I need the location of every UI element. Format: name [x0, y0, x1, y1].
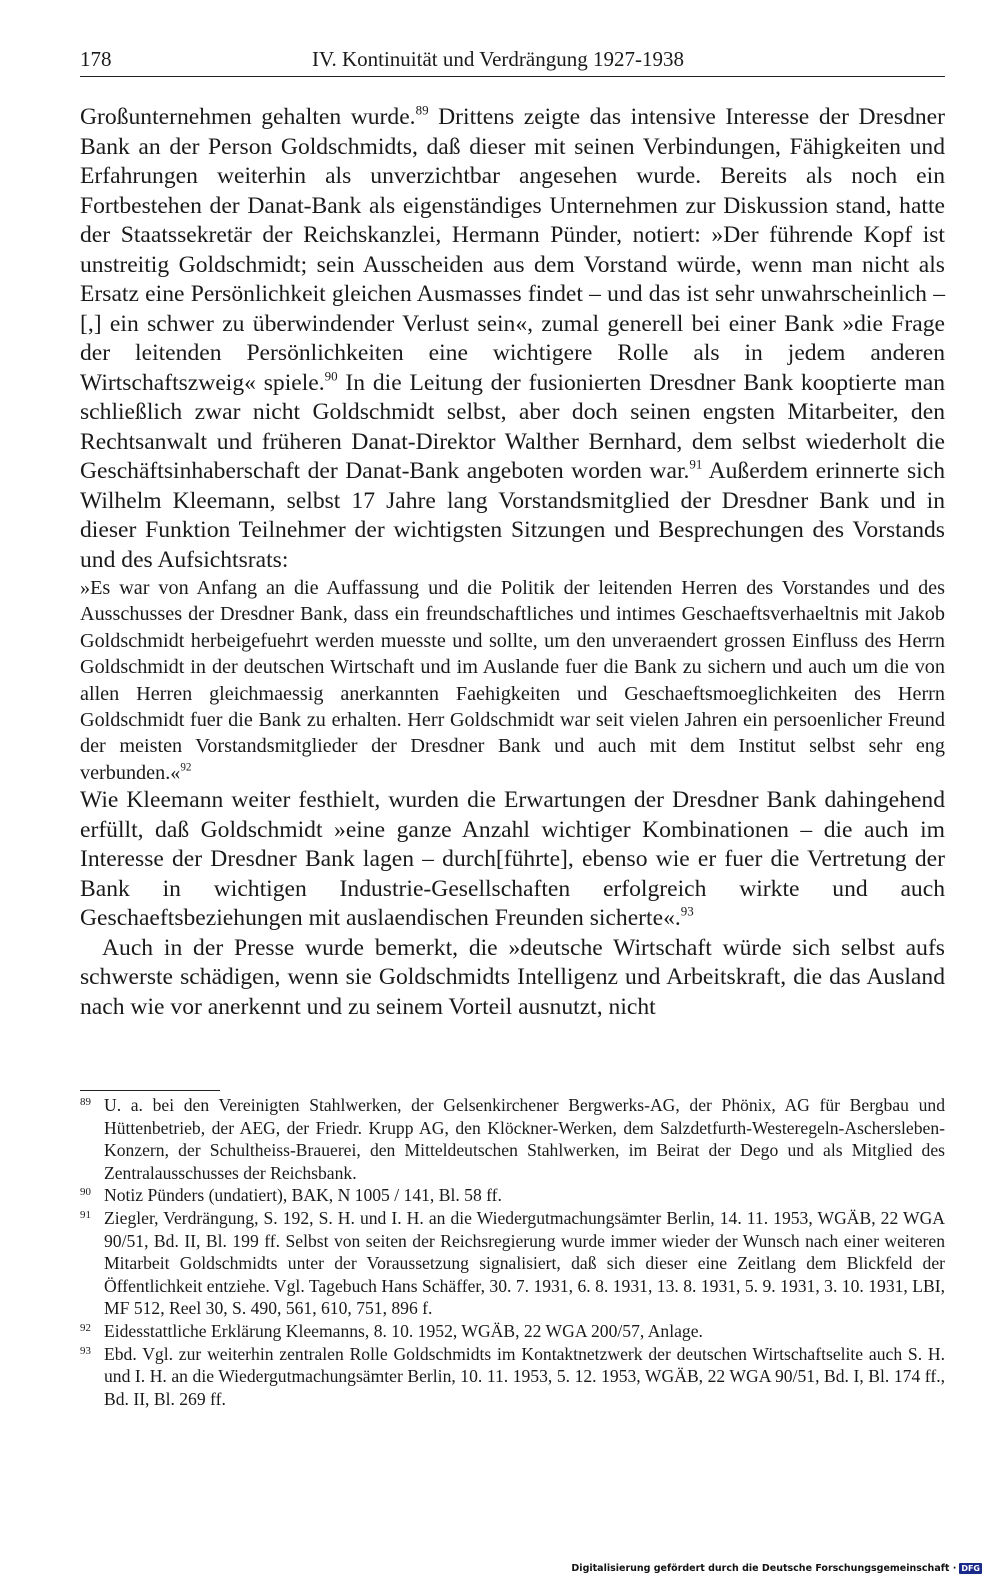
footnote-ref[interactable]: 90: [324, 367, 338, 383]
footnote-number: 90: [80, 1186, 91, 1199]
footnote: [80, 1184, 945, 1207]
footnotes: [80, 1094, 945, 1410]
footnote-ref[interactable]: 92: [180, 761, 192, 774]
block-quote: »Es war von Anfang an die Auffassung und die Politik der leitenden Herren des Vorstandes und des Ausschusses der Dresdner Bank, dass ein freundschaftliches und intimes Geschaeftsverhaeltnis mit Jakob Goldschmidt herbeigefuehrt werden muesste und sollte, um den unveraendert grossen Einfluss des Herrn Goldschmidt in der deutschen Wirtschaft und im Auslande fuer die Bank zu sichern und auch um die von allen Herren gleichmaessig anerkannten Faehigkeiten und Geschaeftsmoeglichkeiten des Herrn Goldschmidt fuer die Bank zu erhalten. Herr Goldschmidt war seit vielen Jahren ein persoenlicher Freund der meisten Vorstandsmitglieder der Dresdner Bank und auch mit dem Institut selbst sehr eng verbunden.«$^{92}$: [80, 577, 945, 784]
page-number: 178: [80, 47, 112, 71]
footnote-ref[interactable]: 89: [415, 102, 429, 118]
footnote-text: Ziegler, Verdrängung, S. 192, S. H. und I. H. an die Wiedergutmachungsämter Berlin, 14. 11. 1953, WGÄB, 22 WGA 90/51, Bd. II, Bl. 199 ff. Selbst von seiten der Reichsregierung wurde immer wieder der Wunsch nach einer weiteren Mitarbeit Goldschmidts unter der Voraussetzung signalisiert, daß sich dieser eine Zeitlang dem Blickfeld der Öffentlichkeit entziehe. Vgl. Tagebuch Hans Schäffer, 30. 7. 1931, 6. 8. 1931, 13. 8. 1931, 5. 9. 1931, 3. 10. 1931, LBI, MF 512, Reel 30, S. 490, 561, 610, 751, 896 f.: [104, 1207, 945, 1319]
main-text: [80, 103, 945, 1022]
footnote-ref[interactable]: 91: [689, 456, 703, 472]
credit-text: Digitalisierung gefördert durch die Deutsche Forschungsgemeinschaft ·: [571, 1563, 957, 1574]
paragraph: Großunternehmen gehalten wurde.$^{89}$ Drittens zeigte das intensive Interesse der Dresdner Bank an der Person Goldschmidts, daß dieser mit seinen Verbindungen, Fähigkeiten und Erfahrungen weiterhin als unverzichtbar angesehen wurde. Bereits als noch ein Fortbestehen der Danat-Bank als eigenständiges Unternehmen zur Diskussion stand, hatte der Staatssekretär der Reichskanzlei, Hermann Pünder, notiert: »Der führende Kopf ist unstreitig Goldschmidt; sein Ausscheiden aus dem Vorstand würde, wenn man nicht als Ersatz eine Persönlichkeit gleichen Ausmasses findet – und das ist sehr unwahrscheinlich –[,] ein schwer zu überwindender Verlust sein«, zumal generell bei einer Bank »die Frage der leitenden Persönlichkeiten eine wichtigere Rolle als in jedem anderen Wirtschaftszweig« spiele.$^{90}$ In die Leitung der fusionierten Dresdner Bank kooptierte man schließlich zwar nicht Goldschmidt selbst, aber doch seinen engsten Mitarbeiter, den Rechtsanwalt und früheren Danat-Direktor Walther Bernhard, dem selbst wiederholt die Geschäftsinhaberschaft der Danat-Bank angeboten worden war.$^{91}$ Außerdem erinnerte sich Wilhelm Kleemann, selbst 17 Jahre lang Vorstandsmitglied der Dresdner Bank und in dieser Funktion Teilnehmer der wichtigsten Sitzungen und Besprechungen des Vorstands und des Aufsichtsrats:: [80, 102, 946, 573]
footnote-number: 92: [80, 1321, 91, 1334]
footnote-divider: [80, 1090, 220, 1091]
footnote-ref[interactable]: 93: [680, 903, 694, 919]
running-header: [80, 44, 945, 77]
footnote-number: 93: [80, 1344, 91, 1357]
footnote-text: U. a. bei den Vereinigten Stahlwerken, der Gelsenkirchener Bergwerks-AG, der Phönix, AG für Bergbau und Hüttenbetrieb, der AEG, der Friedr. Krupp AG, den Klöckner-Werken, dem Salzdetfurth-Westeregeln-Aschersleben-Konzern, der Schultheiss-Brauerei, den Mitteldeutschen Stahlwerken, im Beirat der Dego und als Mitglied des Zentralausschusses der Reichsbank.: [104, 1095, 945, 1183]
footnote-text: Notiz Pünders (undatiert), BAK, N 1005 / 141, Bl. 58 ff.: [104, 1185, 502, 1206]
footnote: [80, 1343, 945, 1411]
digitization-credit: [571, 1563, 982, 1574]
footnote-number: 91: [80, 1208, 91, 1221]
footnote-text: Eidesstattliche Erklärung Kleemanns, 8. 10. 1952, WGÄB, 22 WGA 200/57, Anlage.: [104, 1320, 703, 1341]
paragraph: Wie Kleemann weiter festhielt, wurden die Erwartungen der Dresdner Bank dahingehend erfüllt, daß Goldschmidt »eine ganze Anzahl wichtiger Kombinationen – die auch im Interesse der Dresdner Bank lagen – durch[führte], ebenso wie er fuer die Vertretung der Bank in wichtigen Industrie-Gesellschaften erfolgreich wirkte und auch Geschaeftsbeziehungen mit auslaendischen Freunden sicherte«.$^{93}$: [80, 787, 945, 932]
footnote: [80, 1320, 945, 1343]
footnote: [80, 1094, 945, 1184]
running-title: IV. Kontinuität und Verdrängung 1927-1938: [312, 47, 684, 71]
footnote-number: 89: [80, 1096, 91, 1108]
dfg-logo-icon: DFG: [961, 1564, 980, 1573]
footnote-text: Ebd. Vgl. zur weiterhin zentralen Rolle Goldschmidts im Kontaktnetzwerk der deutschen Wirtschaftselite auch S. H. und I. H. an die Wiedergutmachungsämter Berlin, 10. 11. 1953, 5. 12. 1953, WGÄB, 22 WGA 90/51, Bd. I, Bl. 174 ff., Bd. II, Bl. 269 ff.: [104, 1343, 945, 1409]
footnote: [80, 1207, 945, 1320]
paragraph: Auch in der Presse wurde bemerkt, die »deutsche Wirtschaft würde sich selbst aufs schwerste schädigen, wenn sie Goldschmidts Intelligenz und Arbeitskraft, die das Ausland nach wie vor anerkennt und zu seinem Vorteil ausnutzt, nicht: [80, 934, 945, 1020]
